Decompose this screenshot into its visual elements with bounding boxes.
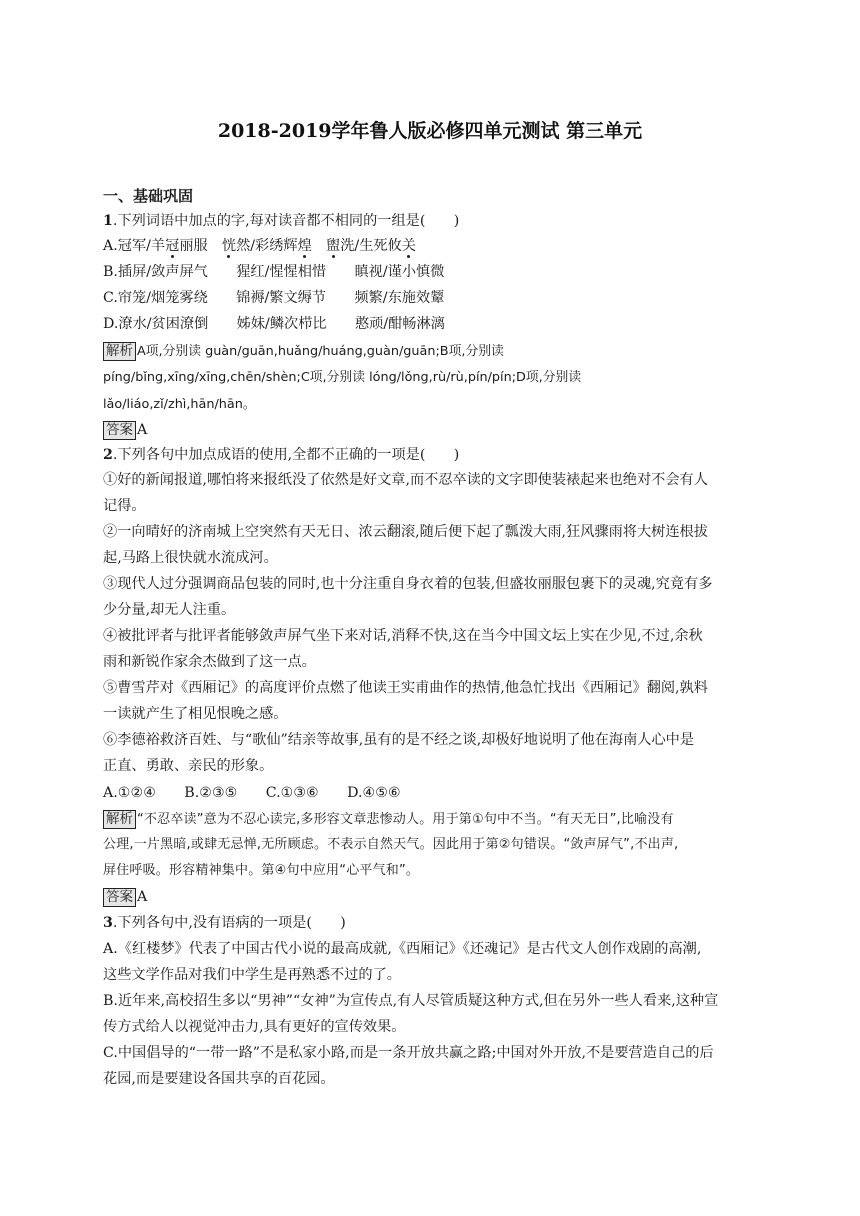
question-3-stem <box>103 913 346 933</box>
question-2-sentence-4: ④被批评者与批评者能够敛声屏气坐下来对话,消释不快,这在当今中国文坛上实在少见,不过,余秋 <box>103 628 703 644</box>
question-2-analysis: 解析 “不忍卒读”意为不忍心读完,多形容文章悲惨动人。用于第①句中不当。“有天无日”,比喻没有 <box>103 809 674 830</box>
question-2-sentence-5-cont: 一读就产生了相见恨晚之感。 <box>103 706 288 722</box>
question-3-option-a-cont: 这些文学作品对我们中学生是再熟悉不过的了。 <box>103 967 401 983</box>
question-1-option-d: D.潦水/贫困潦倒 姊妹/鳞次栉比 憨顽/酣畅淋漓 <box>103 316 445 332</box>
question-2-analysis-line-2: 公理,一片黑暗,或肆无忌惮,无所顾虑。不表示自然天气。因此用于第②句错误。“敛声屏气”,不出声, <box>103 837 679 852</box>
question-number: 3 <box>103 915 113 931</box>
question-2-sentence-3: ③现代人过分强调商品包装的同时,也十分注重自身衣着的包装,但盛妆丽服包裹下的灵魂,究竟有多 <box>103 576 713 592</box>
question-number: 2 <box>103 447 113 463</box>
question-1-option-a: A.冠军/羊冠丽服 恍然/彩绣辉煌 盥洗/生死攸关 <box>103 238 416 254</box>
question-2-sentence-1: ①好的新闻报道,哪怕将来报纸没了依然是好文章,而不忍卒读的文字即使装裱起来也绝对不会有人 <box>103 472 708 488</box>
answer-tag: 答案 <box>103 888 136 907</box>
question-2-options: A.①②④ B.②③⑤ C.①③⑥ D.④⑤⑥ <box>103 785 401 801</box>
question-text: .下列词语中加点的字,每对读音都不相同的一组是( ) <box>112 213 460 229</box>
question-text: .下列各句中加点成语的使用,全都不正确的一项是( ) <box>112 447 460 463</box>
question-2-answer: 答案 A <box>103 887 147 907</box>
question-3-option-c: C.中国倡导的“一带一路”不是私家小路,而是一条开放共赢之路;中国对外开放,不是要营造自己的后 <box>103 1045 714 1061</box>
question-1-option-b: B.插屏/敛声屏气 猩红/惺惺相惜 瞋视/谨小慎微 <box>103 264 445 280</box>
question-1-answer: 答案 A <box>103 420 147 440</box>
question-3-option-c-cont: 花园,而是要建设各国共享的百花园。 <box>103 1071 335 1087</box>
question-2-stem <box>103 445 459 465</box>
question-1-stem <box>103 211 459 231</box>
question-2-sentence-4-cont: 雨和新锐作家余杰做到了这一点。 <box>103 654 316 670</box>
analysis-tag: 解析 <box>103 810 136 829</box>
question-1-analysis: 解析 A项,分别读 guàn/guān,huǎng/huáng,guàn/guān;B项,分别读 <box>103 341 504 362</box>
question-2-sentence-3-cont: 少分量,却无人注重。 <box>103 602 236 618</box>
question-1-analysis-line-3: lǎo/liáo,zǐ/zhì,hān/hān。 <box>103 397 256 412</box>
question-3-option-a: A.《红楼梦》代表了中国古代小说的最高成就,《西厢记》《还魂记》是古代文人创作戏剧的高潮, <box>103 941 702 957</box>
question-3-option-b-cont: 传方式给人以视觉冲击力,具有更好的宣传效果。 <box>103 1019 406 1035</box>
question-2-sentence-2: ②一向晴好的济南城上空突然有天无日、浓云翻滚,随后便下起了瓢泼大雨,狂风骤雨将大树连根拔 <box>103 524 708 540</box>
question-2-sentence-6-cont: 正直、勇敢、亲民的形象。 <box>103 758 274 774</box>
question-1-analysis-line-2: píng/bǐng,xīng/xīng,chēn/shèn;C项,分别读 lóng/lǒng,rù/rù,pín/pín;D项,分别读 <box>103 370 582 385</box>
question-text: .下列各句中,没有语病的一项是( ) <box>112 915 346 931</box>
question-number: 1 <box>103 213 113 229</box>
question-2-sentence-5: ⑤曹雪芹对《西厢记》的高度评价点燃了他读王实甫曲作的热情,他急忙找出《西厢记》翻阅,孰料 <box>103 680 708 696</box>
question-2-analysis-line-3: 屏住呼吸。形容精神集中。第④句中应用“心平气和”。 <box>103 863 420 878</box>
section-heading: 一、基础巩固 <box>103 187 194 205</box>
question-1-option-c: C.帘笼/烟笼雾绕 锦褥/繁文缛节 频繁/东施效颦 <box>103 290 445 306</box>
analysis-tag: 解析 <box>103 342 136 361</box>
question-2-sentence-2-cont: 起,马路上很快就水流成河。 <box>103 550 278 566</box>
question-2-sentence-1-cont: 记得。 <box>103 498 146 514</box>
answer-tag: 答案 <box>103 421 136 440</box>
question-3-option-b: B.近年来,高校招生多以“男神”“女神”为宣传点,有人尽管质疑这种方式,但在另外一些人看来,这种宣 <box>103 993 719 1009</box>
page-title: 2018-2019学年鲁人版必修四单元测试 第三单元 <box>217 120 643 142</box>
question-2-sentence-6: ⑥李德裕救济百姓、与“歌仙”结亲等故事,虽有的是不经之谈,却极好地说明了他在海南人心中是 <box>103 732 695 748</box>
